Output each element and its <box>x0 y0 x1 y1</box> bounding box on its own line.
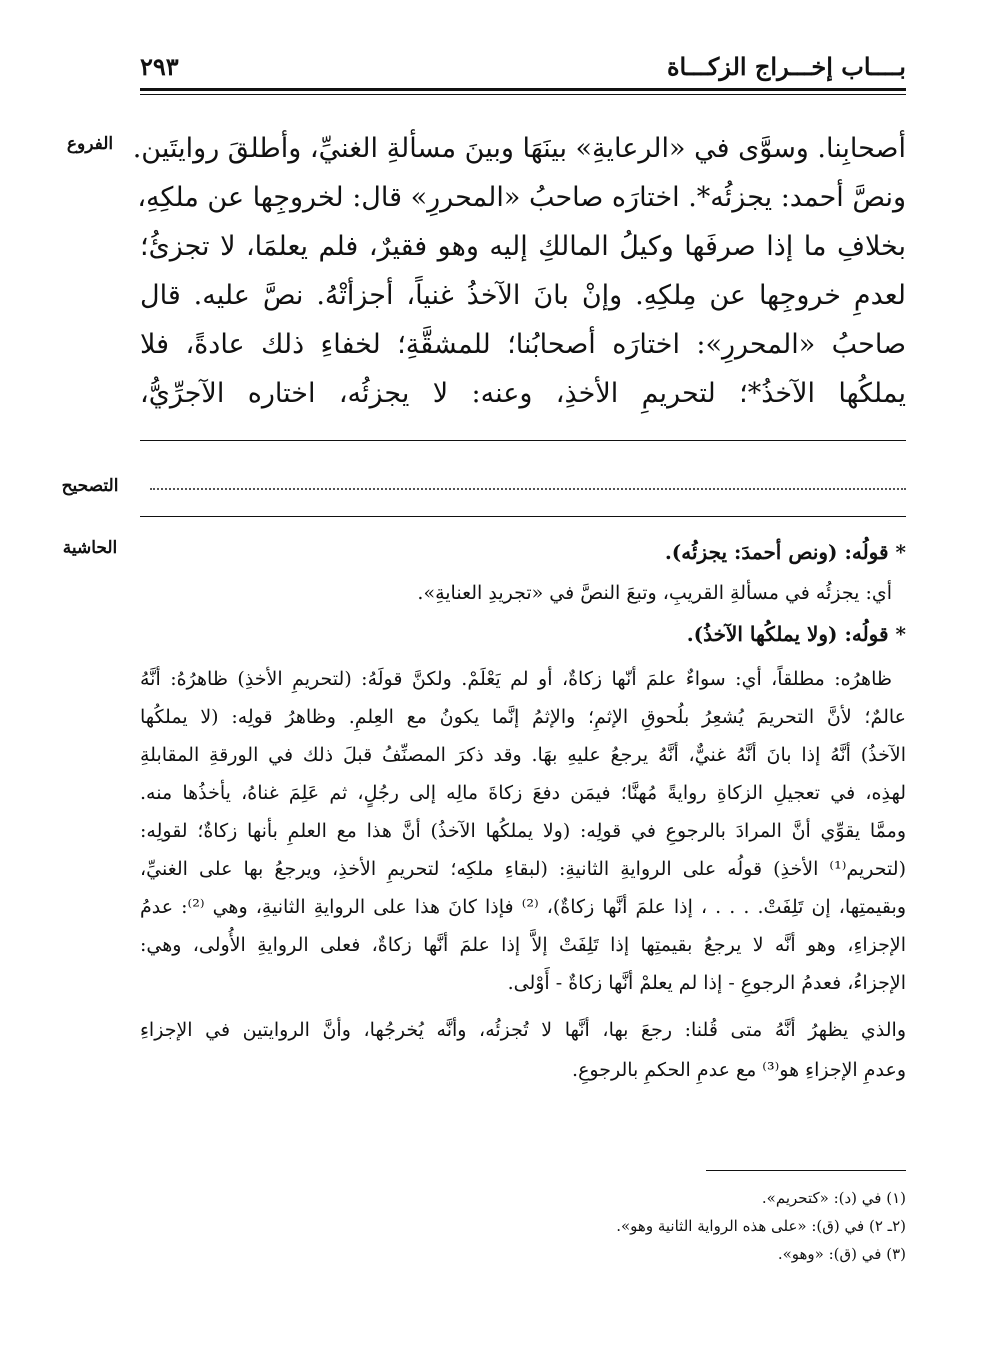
furu-line: صاحبُ «المحررِ»: اختارَه أصحابُنا؛ للمشقَّةِ؛ لخفاءِ ذلك عادةً، فلا <box>140 329 906 360</box>
tashih-dotted-line <box>150 488 906 490</box>
footnote: (٣) في (ق): «وهو». <box>777 1245 906 1263</box>
hashiya-line: ظاهرُه: مطلقاً، أي: سواءٌ علمَ أنّها زكاةٌ، أو لم يَعْلَمْ. ولكنَّ قولَهُ: (لتحريمِ الأخذِ) ظاهرُهُ: أنَّهُ <box>140 668 892 690</box>
hashiya-text: أي: يجزئُه في مسألةِ القريبِ، وتبعَ النصَّ في «تجريدِ العنايةِ». <box>417 582 892 604</box>
furu-line: أصحابِنا. وسوَّى في «الرعايةِ» بينَهَا وبينَ مسألةِ الغنيِّ، وأطلقَ روايتَين. <box>132 133 906 164</box>
hashiya-line: والذي يظهرُ أنَّهُ متى قُلنا: رجعَ بها، أنَّها لا تُجزئُه، وأنَّه يُخرجُها، وأنَّ الروايتين في الإجزاءِ <box>140 1019 906 1041</box>
hashiya-line: وعدمِ الإجزاءِ هو⁽³⁾ مع عدمِ الحكمِ بالرجوعِ. <box>572 1059 906 1081</box>
section-divider-bottom <box>140 516 906 517</box>
hashiya-line: الآخذُ) أنَّهُ إذا بانَ أنَّهُ غنيٌّ، أنَّهُ يرجعُ عليهِ بهَا. وقد ذكرَ المصنِّفُ قبلَ ذلك في الورقةِ المقابلةِ <box>140 744 906 766</box>
page-header <box>140 52 906 86</box>
chapter-title: بــــاب إخـــراج الزكـــاة <box>666 52 906 81</box>
section-divider-top <box>140 440 906 441</box>
footnotes-block <box>140 1184 906 1268</box>
hashiya-line: (لتحريم⁽¹⁾ الأخذِ) قولُه على الروايةِ الثانيةِ: (لبقاءِ ملكِه؛ لتحريمِ الأخذِ، ويرجعُ بها على الغنيِّ، <box>140 858 906 880</box>
hashiya-block <box>140 530 906 1090</box>
hashiya-line: الإجزاءِ، وهو أنَّه لا يرجعُ بقيمتِها إذا تَلِفَتْ إلاَّ إذا علمَ أنَّها زكاةٌ، فعلى الروايةِ الأُولى، وهي: <box>140 934 906 956</box>
furu-line: يملكُها الآخذُ*؛ لتحريمِ الأخذِ، وعنه: لا يجزئُه، اختاره الآجرِّيُّ، <box>140 378 906 409</box>
hashiya-line: وبقيمتِها، إن تَلِفَتْ. . . . ، إذا علمَ أنَّها زكاةٌ)، ⁽²⁾ فإذا كانَ هذا على الروايةِ الثانيةِ، وهي ⁽²⁾: عدمُ <box>140 896 906 918</box>
header-rule-thick <box>140 88 906 91</box>
hashiya-line: الإجزاءُ، فعدمُ الرجوعِ - إذا لم يعلمْ أنَّها زكاةٌ - أَوْلى. <box>507 972 906 994</box>
header-rule-thin <box>140 94 906 95</box>
hashiya-line: لهذِه، في تعجيلِ الزكاةِ روايةً مُهنَّا؛ فيمَن دفعَ زكاةَ مالِه إلى رجُلٍ، ثم عَلِمَ غناهُ، يأخذُها منه. <box>140 782 906 804</box>
hashiya-heading: * قولُه: (ولا يملكُها الآخذُ). <box>686 622 906 646</box>
furu-text-block <box>132 124 906 418</box>
hashiya-line: وممَّا يقوِّي أنَّ المرادَ بالرجوعِ في قولِه: (ولا يملكُها الآخذُ) أنَّ هذا مع العلمِ بأنها زكاةٌ؛ لقولِه: <box>140 820 906 842</box>
footnote: (١) في (د): «كتحريم». <box>761 1189 906 1207</box>
hashiya-line: عالمٌ؛ لأنَّ التحريمَ يُشعِرُ بلُحوقِ الإثمِ؛ والإثمُ إنَّما يكونُ مع العِلمِ. وظاهرُ قولِه: (لا يملكُها <box>140 706 906 728</box>
label-tashih: التصحيح <box>61 476 119 496</box>
furu-line: ونصَّ أحمد: يجزئُه*. اختارَه صاحبُ «المحررِ» قال: لخروجِها عن ملكِهِ، <box>137 182 906 213</box>
label-hashiya: الحاشية <box>62 538 118 558</box>
hashiya-heading: * قولُه: (ونص أحمدَ: يجزئُه). <box>664 540 906 564</box>
furu-line: بخلافِ ما إذا صرفَها وكيلُ المالكِ إليه وهو فقيرٌ، فلم يعلمَا، لا تجزئُ؛ <box>140 231 906 262</box>
page-number: ٢٩٣ <box>140 52 179 81</box>
label-furu: الفروع <box>66 134 114 154</box>
furu-line: لعدمِ خروجِها عن مِلكِهِ. وإنْ بانَ الآخذُ غنياً، أجزأتْهُ. نصَّ عليه. قال <box>140 280 906 311</box>
footnote-rule <box>706 1170 906 1171</box>
footnote: (٢ـ ٢) في (ق): «على هذه الرواية الثانية وهو». <box>616 1217 906 1235</box>
